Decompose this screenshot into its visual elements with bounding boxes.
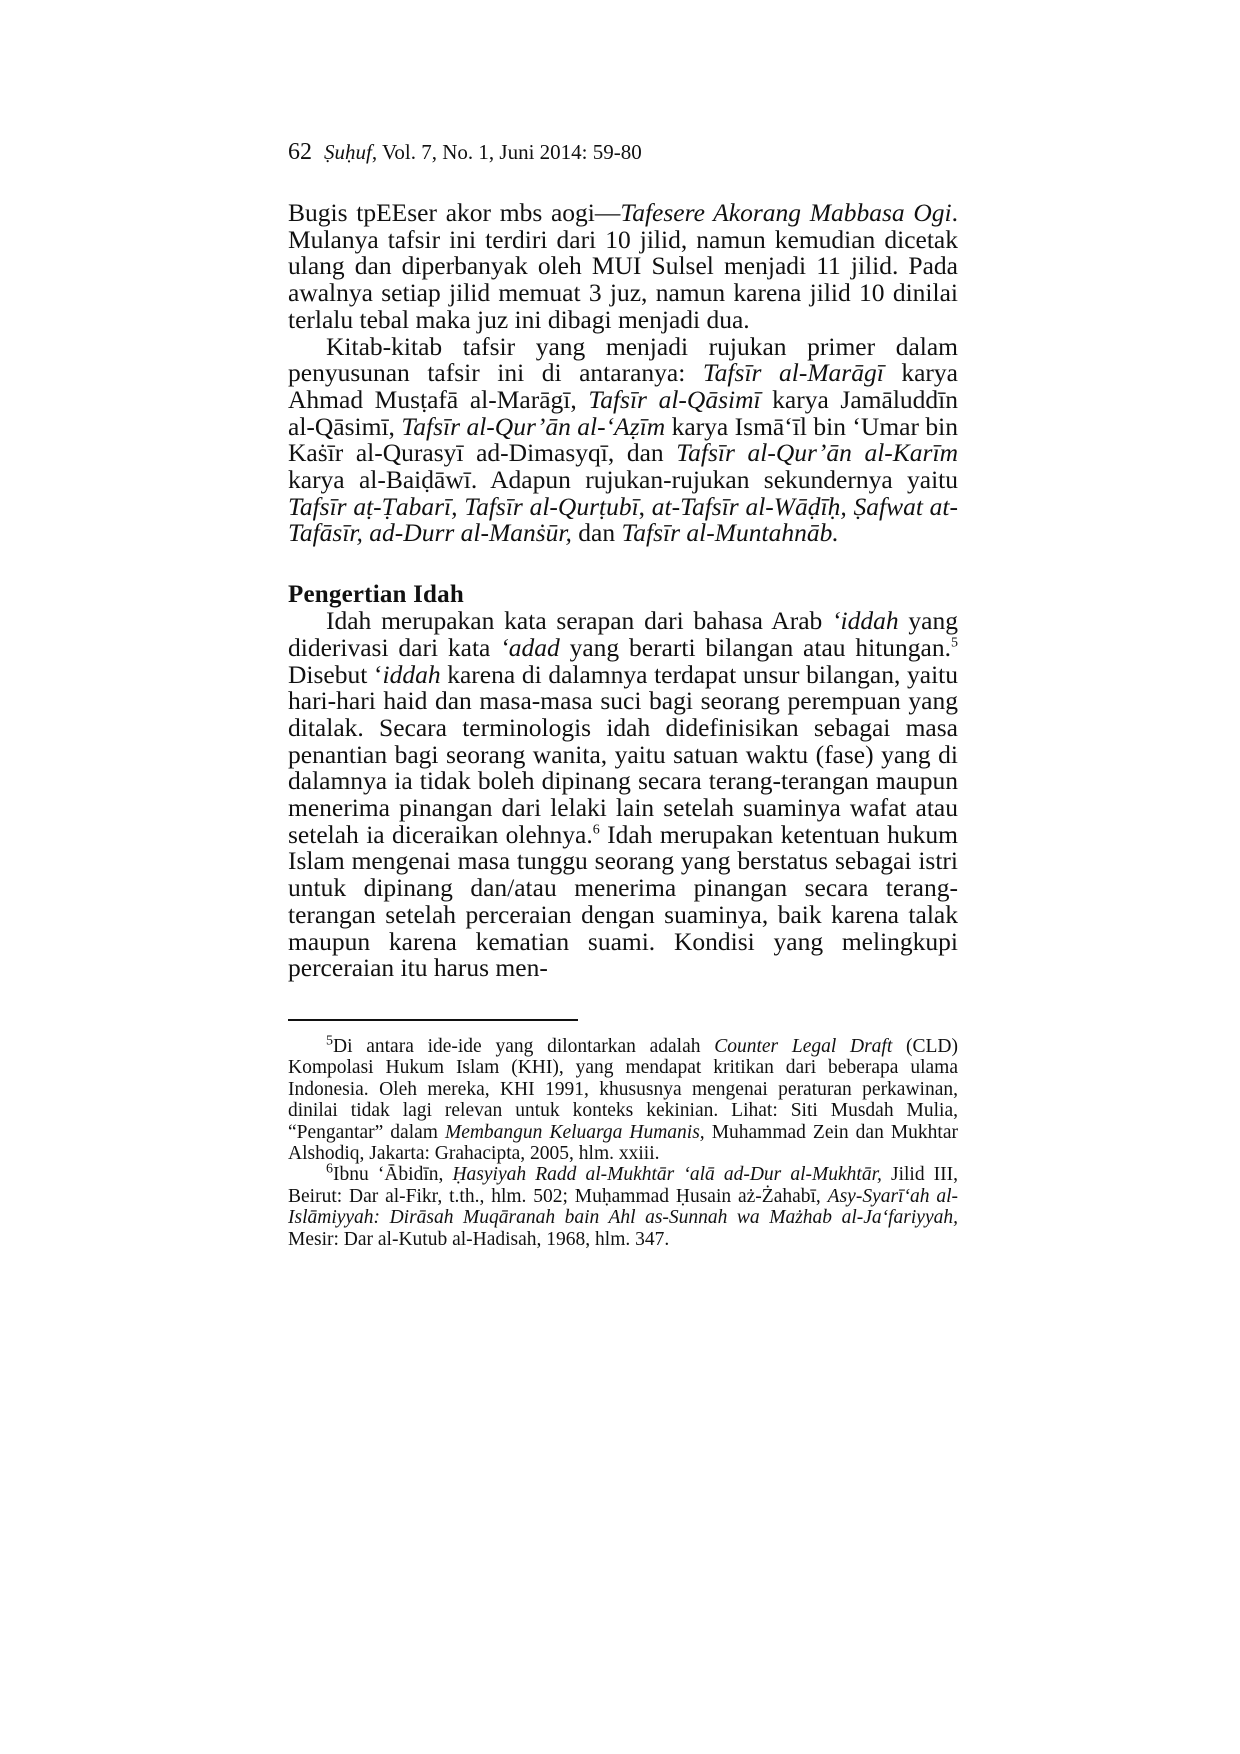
text-run: Kitab-kitab tafsir yang menjadi rujukan primer dalam penyusunan tafsir ini di antaranya: (288, 331, 958, 388)
footnote-marker: 6 (592, 822, 600, 838)
text-run: (CLD) Kompolasi Hukum Islam (KHI), yang mendapat kritikan dari beberapa ulama Indonesia. Oleh mereka, KHI 1991, khususnya mengenai peraturan perkawinan, dinilai tidak lagi relevan untuk konteks kekinian. Lihat: Siti Musdah Mulia, “Pengantar” dalam (288, 1036, 958, 1143)
text-run: karya Jamāluddīn al-Qāsimī, (288, 384, 958, 441)
text-run: Ibnu ‘Ābidīn, (333, 1164, 453, 1186)
italic-text: Tafsīr al-Muntahnāb. (621, 518, 839, 548)
italic-text: Tafsīr al-Qur’ān al-‘Aẓīm (401, 411, 666, 441)
paragraph (288, 608, 958, 982)
italic-text: ‘iddah (832, 606, 899, 636)
footnote-marker: 5 (951, 635, 958, 651)
italic-text: Tafsīr al-Qāsimī (588, 384, 761, 414)
text-run: , (638, 491, 652, 521)
footnote (288, 1161, 959, 1250)
paragraph (288, 331, 959, 548)
text-run: Idah merupakan ketentuan hukum Islam mengenai masa tunggu seorang yang berstatus sebagai istri untuk dipinang dan/atau menerima pinangan secara terang-terangan setelah perceraian dengan suaminya, baik karena talak maupun karena kematian suami. Kondisi yang melingkupi perceraian itu harus men- (288, 819, 958, 983)
text-run: Mesir: Dar al-Kutub al-Hadisah, 1968, hlm. 347. (288, 1228, 670, 1250)
text-run: karya Ismā‘īl bin ‘Umar bin Kaṡīr al-Qurasyī ad-Dimasyqī, dan (288, 411, 959, 468)
footnote-marker: 6 (326, 1161, 333, 1177)
italic-text: Membangun Keluarga Humanis, (444, 1121, 705, 1143)
main-text (288, 200, 958, 982)
text-run: karya al-Baiḍāwī. Adapun rujukan-rujukan sekundernya yaitu (288, 465, 958, 495)
page-number: 62 (288, 139, 312, 165)
text-run: karena di dalamnya terdapat unsur bilangan, yaitu hari-hari haid dan masa-masa suci bagi seorang perempuan yang ditalak. Secara terminologis idah didefinisikan sebagai masa penantian bagi seorang wanita, yaitu satuan waktu (fase) yang di dalamnya ia tidak boleh dipinang secara terang-terangan maupun menerima pinangan dari lelaki lain setelah suaminya wafat atau setelah ia diceraikan olehnya. (288, 659, 958, 849)
italic-text: Asy-Syarī‘ah al-Islāmiyyah: Dirāsah Muqāranah bain Ahl as-Sunnah wa Mażhab al-Ja‘fariyyah, (288, 1185, 958, 1229)
italic-text: Tafsīr al-Qur’ān al-Karīm (676, 438, 958, 468)
italic-text: Ḥasyiyah Radd al-Mukhtār ‘alā ad-Dur al-Mukhtār, (452, 1164, 882, 1186)
text-run: yang berarti bilangan atau hitungan. (559, 632, 951, 662)
journal-name: Ṣuḥuf (324, 140, 372, 164)
italic-text: Tafesere Akorang Mabbasa Ogi (620, 198, 952, 227)
italic-text: at-Tafsīr al-Wāḍīḥ, Ṣafwat at-Tafāsīr, ad-Durr al-Manṡūr, (288, 491, 958, 548)
text-run: dan (571, 518, 622, 548)
text-run: Bugis tpEEser akor mbs aogi— (288, 198, 621, 227)
journal-issue: , Vol. 7, No. 1, Juni 2014: 59-80 (371, 140, 642, 164)
footnote (288, 1033, 958, 1165)
paragraph (288, 200, 958, 334)
italic-text: Tafsīr aṭ-Ṭabarī, Tafsīr al-Qurṭubī (288, 491, 639, 521)
text-run: Muhammad Zein dan Mukhtar Alshodiq, Jakarta: Grahacipta, 2005, hlm. xxiii. (288, 1121, 958, 1165)
footnotes (288, 1033, 959, 1250)
text-run: Jilid III, Beirut: Dar al-Fikr, t.th., hlm. 502; Muḥammad Ḥusain aż-Żahabī, (288, 1164, 959, 1207)
italic-text: ‘adad (500, 632, 560, 662)
italic-text: iddah (382, 659, 441, 689)
text-run: Di antara ide-ide yang dilontarkan adalah (333, 1036, 715, 1057)
intro-paragraphs (288, 200, 958, 547)
section-paragraphs (288, 608, 958, 982)
text-run: yang diderivasi dari kata (288, 606, 958, 662)
section-heading: Pengertian Idah (288, 581, 464, 609)
footnote-marker: 5 (326, 1033, 333, 1049)
footnote-rule (288, 1019, 578, 1021)
section (288, 582, 958, 982)
text-run: Disebut ‘ (288, 659, 383, 689)
text-run: karya Ahmad Musṭafā al-Marāgī, (288, 358, 958, 414)
text-run: . Mulanya tafsir ini terdiri dari 10 jilid, namun kemudian dicetak ulang dan diperbanyak oleh MUI Sulsel menjadi 11 jilid. Pada awalnya setiap jilid memuat 3 juz, namun karena jilid 10 dinilai terlalu tebal maka juz ini dibagi menjadi dua. (288, 198, 958, 334)
italic-text: Tafsīr al-Marāgī (702, 358, 884, 388)
running-head (288, 138, 988, 166)
italic-text: Counter Legal Draft (714, 1036, 893, 1057)
text-run: Idah merupakan kata serapan dari bahasa Arab (326, 606, 833, 636)
